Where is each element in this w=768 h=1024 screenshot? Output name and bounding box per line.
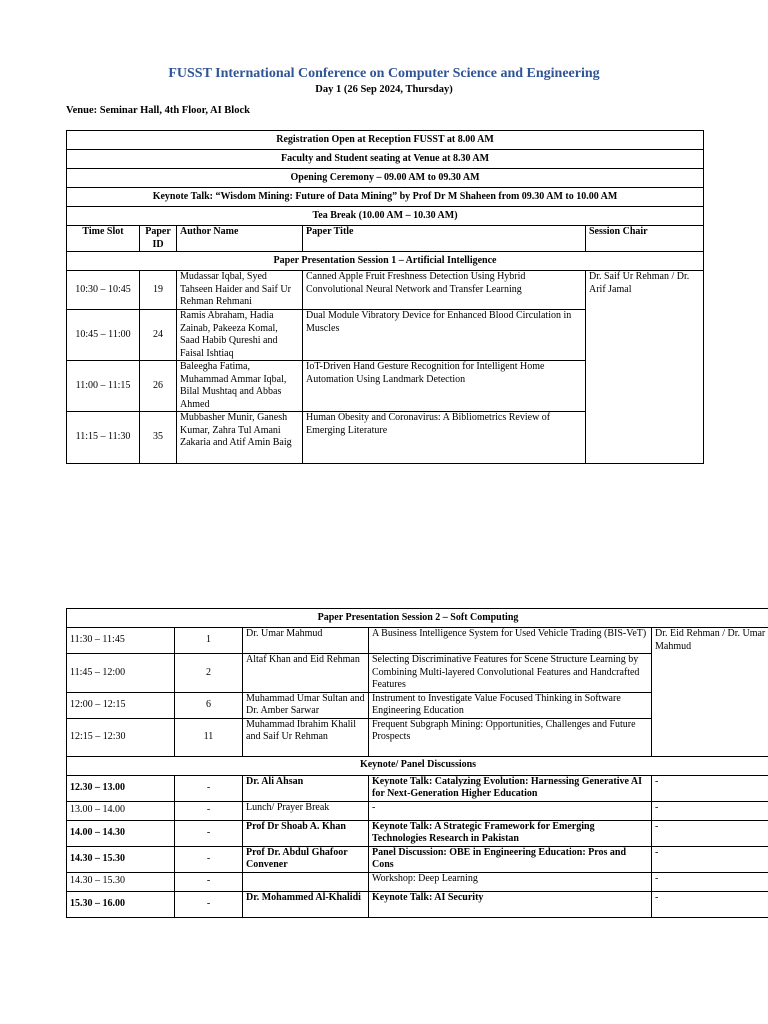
paper-id: - (175, 891, 243, 917)
paper-id: - (175, 820, 243, 846)
author-name: Ramis Abraham, Hadia Zainab, Pakeeza Komal, Saad Habib Qureshi and Faisal Ishtiaq (177, 310, 303, 361)
table-row (67, 891, 768, 917)
schedule-table-2 (66, 608, 768, 918)
paper-title: Canned Apple Fruit Freshness Detection Using Hybrid Convolutional Neural Network and Transfer Learning (303, 271, 586, 310)
paper-id: 1 (175, 628, 243, 654)
paper-id: 2 (175, 654, 243, 693)
talk-title: Keynote Talk: AI Security (369, 891, 652, 917)
table-row (67, 271, 704, 310)
conference-title: FUSST International Conference on Computer Science and Engineering (168, 66, 600, 81)
time-slot: 11:45 – 12:00 (67, 654, 175, 693)
session-heading-row (67, 609, 768, 628)
time-slot: 13.00 – 14.00 (67, 801, 175, 820)
announcement-row (67, 150, 704, 169)
table-row (67, 628, 768, 654)
announcement-row (67, 131, 704, 150)
talk-title: Panel Discussion: OBE in Engineering Education: Pros and Cons (369, 846, 652, 872)
speaker-name: Prof Dr Shoab A. Khan (243, 820, 369, 846)
announcement-row (67, 169, 704, 188)
announcement-tea-break: Tea Break (10.00 AM – 10.30 AM) (67, 207, 704, 226)
table-row (67, 846, 768, 872)
author-name: Muhammad Umar Sultan and Dr. Amber Sarwar (243, 692, 369, 718)
paper-title: Instrument to Investigate Value Focused Thinking in Software Engineering Education (369, 692, 652, 718)
paper-id: 26 (140, 361, 177, 412)
talk-title: Keynote Talk: A Strategic Framework for Emerging Technologies Research in Pakistan (369, 820, 652, 846)
session-chair: - (652, 775, 768, 801)
time-slot: 15.30 – 16.00 (67, 891, 175, 917)
paper-title: IoT-Driven Hand Gesture Recognition for Intelligent Home Automation Using Landmark Detection (303, 361, 586, 412)
col-header-paper-id: Paper ID (140, 226, 177, 252)
announcement-keynote: Keynote Talk: “Wisdom Mining: Future of Data Mining” by Prof Dr M Shaheen from 09.30 AM to 10.00 AM (67, 188, 704, 207)
venue-label: Venue: Seminar Hall, 4th Floor, AI Block (66, 105, 250, 116)
paper-title: Selecting Discriminative Features for Scene Structure Learning by Combining Multi-layered Convolutional Features and Handcrafted Features (369, 654, 652, 693)
talk-title: Keynote Talk: Catalyzing Evolution: Harnessing Generative AI for Next-Generation Higher Education (369, 775, 652, 801)
announcement-opening: Opening Ceremony – 09.00 AM to 09.30 AM (67, 169, 704, 188)
paper-id: 19 (140, 271, 177, 310)
time-slot: 14.30 – 15.30 (67, 846, 175, 872)
talk-title: - (369, 801, 652, 820)
session-chair: - (652, 801, 768, 820)
author-name: Baleegha Fatima, Muhammad Ammar Iqbal, Bilal Mushtaq and Abbas Ahmed (177, 361, 303, 412)
col-header-paper-title: Paper Title (303, 226, 586, 252)
session1-heading: Paper Presentation Session 1 – Artificial Intelligence (67, 252, 704, 271)
paper-title: Dual Module Vibratory Device for Enhanced Blood Circulation in Muscles (303, 310, 586, 361)
paper-id: - (175, 872, 243, 891)
speaker-name: Dr. Ali Ahsan (243, 775, 369, 801)
speaker-name (243, 872, 369, 891)
paper-title: Human Obesity and Coronavirus: A Bibliometrics Review of Emerging Literature (303, 412, 586, 464)
session-chair: - (652, 891, 768, 917)
author-name: Mudassar Iqbal, Syed Tahseen Haider and Saif Ur Rehman Rehmani (177, 271, 303, 310)
paper-id: 6 (175, 692, 243, 718)
author-name: Muhammad Ibrahim Khalil and Saif Ur Rehman (243, 718, 369, 756)
paper-title: A Business Intelligence System for Used Vehicle Trading (BIS-VeT) (369, 628, 652, 654)
time-slot: 14.30 – 15.30 (67, 872, 175, 891)
paper-id: - (175, 846, 243, 872)
session-heading-row (67, 756, 768, 775)
time-slot: 12.30 – 13.00 (67, 775, 175, 801)
table-row (67, 872, 768, 891)
time-slot: 12:15 – 12:30 (67, 718, 175, 756)
session-chair: - (652, 820, 768, 846)
paper-id: 35 (140, 412, 177, 464)
break-label: Lunch/ Prayer Break (243, 801, 369, 820)
time-slot: 11:30 – 11:45 (67, 628, 175, 654)
time-slot: 11:15 – 11:30 (67, 412, 140, 464)
table-row (67, 820, 768, 846)
paper-title: Frequent Subgraph Mining: Opportunities, Challenges and Future Prospects (369, 718, 652, 756)
announcement-row (67, 188, 704, 207)
session2-heading: Paper Presentation Session 2 – Soft Computing (67, 609, 768, 628)
author-name: Altaf Khan and Eid Rehman (243, 654, 369, 693)
paper-id: - (175, 775, 243, 801)
time-slot: 12:00 – 12:15 (67, 692, 175, 718)
author-name: Mubbasher Munir, Ganesh Kumar, Zahra Tul Amani Zakaria and Atif Amin Baig (177, 412, 303, 464)
speaker-name: Dr. Mohammed Al-Khalidi (243, 891, 369, 917)
day-subtitle: Day 1 (26 Sep 2024, Thursday) (315, 84, 453, 95)
table-header-row (67, 226, 704, 252)
session1-chair: Dr. Saif Ur Rehman / Dr. Arif Jamal (586, 271, 704, 464)
author-name: Dr. Umar Mahmud (243, 628, 369, 654)
talk-title: Workshop: Deep Learning (369, 872, 652, 891)
time-slot: 14.00 – 14.30 (67, 820, 175, 846)
keynote-heading: Keynote/ Panel Discussions (67, 756, 768, 775)
table-row (67, 775, 768, 801)
announcement-seating: Faculty and Student seating at Venue at 8.30 AM (67, 150, 704, 169)
session2-chair: Dr. Eid Rehman / Dr. Umar Mahmud (652, 628, 768, 757)
col-header-time-slot: Time Slot (67, 226, 140, 252)
paper-id: 11 (175, 718, 243, 756)
table-row (67, 801, 768, 820)
time-slot: 11:00 – 11:15 (67, 361, 140, 412)
speaker-name: Prof Dr. Abdul Ghafoor Convener (243, 846, 369, 872)
col-header-session-chair: Session Chair (586, 226, 704, 252)
announcement-registration: Registration Open at Reception FUSST at 8.00 AM (67, 131, 704, 150)
paper-id: - (175, 801, 243, 820)
announcement-row (67, 207, 704, 226)
paper-id: 24 (140, 310, 177, 361)
session-chair: - (652, 846, 768, 872)
session-chair: - (652, 872, 768, 891)
col-header-author-name: Author Name (177, 226, 303, 252)
time-slot: 10:30 – 10:45 (67, 271, 140, 310)
session-heading-row (67, 252, 704, 271)
time-slot: 10:45 – 11:00 (67, 310, 140, 361)
schedule-table-1 (66, 130, 704, 464)
